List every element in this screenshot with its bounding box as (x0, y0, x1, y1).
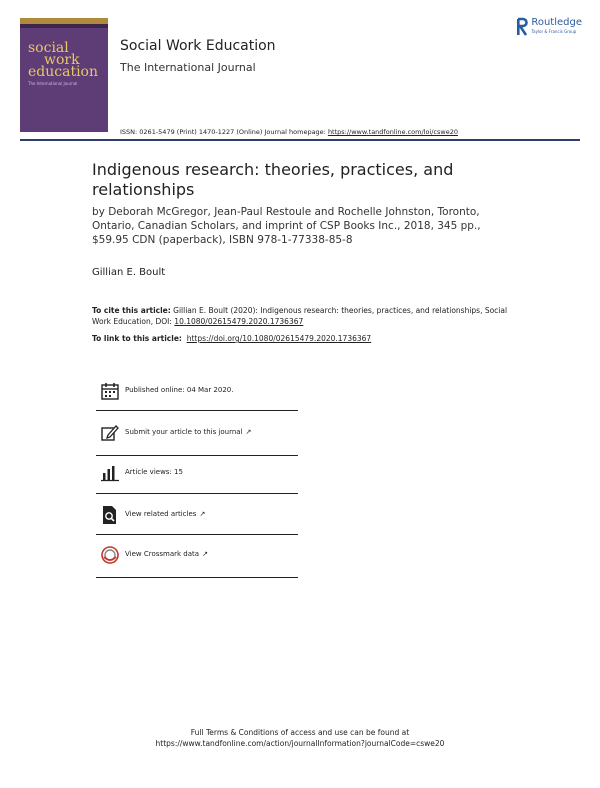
bar-chart-icon (100, 463, 120, 483)
crossmark-icon (100, 545, 120, 565)
external-link-icon: ↗ (245, 428, 252, 436)
terms-text: Full Terms & Conditions of access and use can be found at (190, 728, 410, 737)
views-row (96, 460, 298, 486)
edit-icon (100, 423, 120, 443)
article-author: Gillian E. Boult (92, 267, 166, 278)
publisher-tagline: Taylor & Francis Group (531, 29, 577, 34)
issn-text: ISSN: 0261-5479 (Print) 1470-1227 (Online) Journal homepage: (120, 128, 328, 136)
divider (96, 493, 298, 494)
article-doi-url-link[interactable]: https://doi.org/10.1080/02615479.2020.1736367 (186, 334, 372, 343)
crossmark-link[interactable]: View Crossmark data (125, 550, 200, 558)
terms-link[interactable]: https://www.tandfonline.com/action/journalInformation?journalCode=cswe20 (155, 739, 445, 748)
publisher-name: Routledge (531, 17, 582, 28)
divider (96, 455, 298, 456)
article-title: Indigenous research: theories, practices, and relationships (92, 160, 454, 199)
journal-subtitle: The International Journal (120, 61, 256, 74)
routledge-r-icon (516, 17, 528, 39)
header-divider (20, 139, 580, 141)
journal-cover-image (20, 18, 108, 132)
published-date: Published online: 04 Mar 2020. (125, 386, 234, 394)
article-link-line (92, 334, 371, 343)
external-link-icon: ↗ (199, 510, 206, 518)
crossmark-row[interactable] (96, 542, 298, 568)
doi-link[interactable]: 10.1080/02615479.2020.1736367 (174, 317, 304, 326)
review-byline: by Deborah McGregor, Jean-Paul Restoule and Rochelle Johnston, Toronto, Ontario, Canadian Scholars, and imprint of CSP Books Inc., 2018, 345 pp., $59.95 CDN (paperback), ISBN 978-1-77338-85-8 (92, 206, 481, 246)
related-row[interactable] (96, 502, 298, 528)
issn-line (120, 128, 458, 136)
external-link-icon: ↗ (202, 550, 208, 558)
terms-footer (0, 727, 600, 749)
divider (96, 534, 298, 535)
article-views: Article views: 15 (125, 468, 183, 476)
cover-title-line3: education (28, 64, 98, 80)
divider (96, 410, 298, 411)
citation (92, 305, 512, 327)
calendar-icon (100, 381, 120, 401)
published-row (96, 378, 298, 404)
divider (96, 577, 298, 578)
cover-title-line1: social (28, 40, 69, 56)
document-search-icon (100, 505, 120, 525)
submit-article-link[interactable]: Submit your article to this journal (125, 428, 243, 436)
journal-homepage-link[interactable]: https://www.tandfonline.com/loi/cswe20 (327, 128, 459, 136)
cite-text: Gillian E. Boult (2020): Indigenous research: theories, practices, and relationships, Social Work Education, DOI: (92, 306, 508, 326)
journal-title: Social Work Education (120, 38, 276, 54)
cover-strip (20, 24, 108, 28)
link-label: To link to this article: (92, 334, 182, 343)
cover-subtitle: The International Journal (28, 81, 78, 86)
publisher-logo[interactable] (516, 17, 582, 39)
submit-row[interactable] (96, 420, 298, 446)
cite-label: To cite this article: (92, 306, 171, 315)
related-articles-link[interactable]: View related articles (125, 510, 197, 518)
cover-title-line2: work (44, 52, 80, 68)
